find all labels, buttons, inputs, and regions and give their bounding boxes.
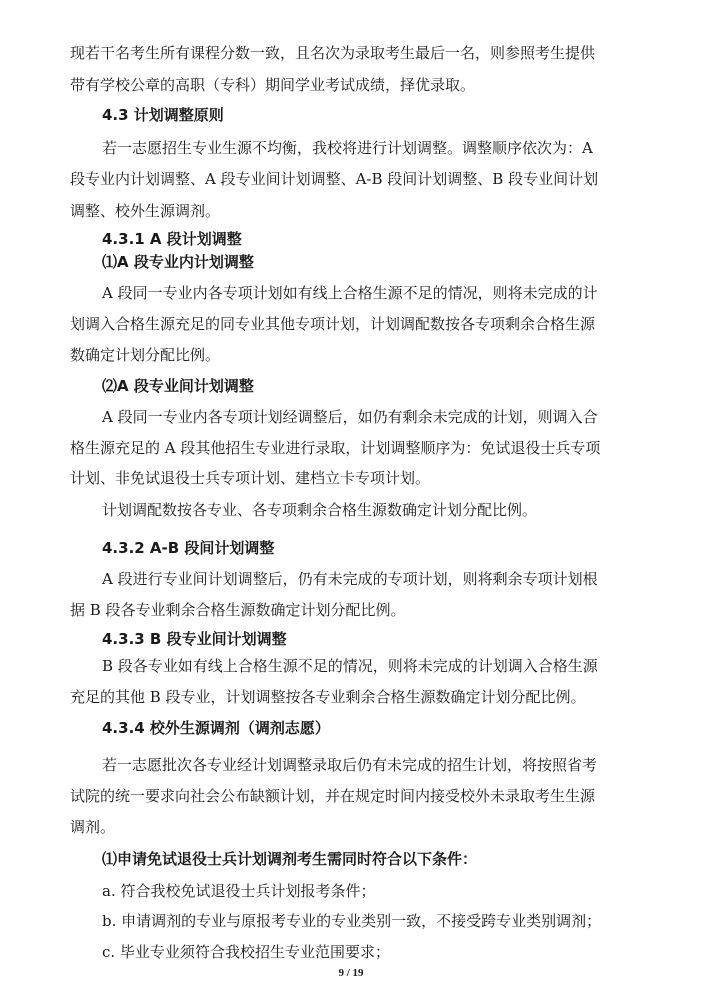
list-item: b. 申请调剂的专业与原报考专业的专业类别一致，不接受跨专业类别调剂；	[102, 912, 602, 930]
paragraph-line: A 段同一专业内各专项计划如有线上合格生源不足的情况，则将未完成的计	[102, 284, 598, 302]
paragraph-line: A 段进行专业间计划调整后，仍有未完成的专项计划，则将剩余专项计划根	[102, 570, 598, 588]
paragraph-line: 调整、校外生源调剂。	[70, 202, 221, 220]
paragraph-line: 格生源充足的 A 段其他招生专业进行录取，计划调整顺序为：免试退役士兵专项	[70, 439, 601, 457]
list-item: c. 毕业专业须符合我校招生专业范围要求；	[102, 943, 390, 961]
section-heading-4-3-3: 4.3.3 B 段专业间计划调整	[102, 630, 287, 648]
subheading-veteran-conditions: ⑴申请免试退役士兵计划调剂考生需同时符合以下条件：	[102, 850, 478, 868]
paragraph-line: 带有学校公章的高职（专科）期间学业考试成绩，择优录取。	[70, 76, 476, 94]
paragraph-line: 段专业内计划调整、A 段专业间计划调整、A-B 段间计划调整、B 段专业间计划	[70, 170, 599, 188]
paragraph-line: 数确定计划分配比例。	[70, 346, 221, 364]
paragraph-line: A 段同一专业内各专项计划经调整后，如仍有剩余未完成的计划，则调入合	[102, 408, 598, 426]
section-heading-4-3: 4.3 计划调整原则	[102, 106, 224, 124]
section-heading-4-3-2: 4.3.2 A-B 段间计划调整	[102, 539, 275, 557]
paragraph-line: 现若干名考生所有课程分数一致，且名次为录取考生最后一名，则参照考生提供	[70, 44, 596, 62]
section-heading-4-3-1: 4.3.1 A 段计划调整	[102, 230, 242, 248]
paragraph-line: 划调入合格生源充足的同专业其他专项计划，计划调配数按各专项剩余合格生源	[70, 315, 596, 333]
subheading-a-intra: ⑴A 段专业内计划调整	[102, 253, 254, 271]
list-item: a. 符合我校免试退役士兵计划报考条件；	[102, 882, 376, 900]
paragraph-line: 若一志愿招生专业生源不均衡，我校将进行计划调整。调整顺序依次为：A	[102, 139, 593, 157]
subheading-a-inter: ⑵A 段专业间计划调整	[102, 377, 254, 395]
paragraph-line: 计划调配数按各专业、各专项剩余合格生源数确定计划分配比例。	[102, 501, 538, 519]
page-number: 9 / 19	[338, 967, 364, 979]
paragraph-line: 调剂。	[70, 818, 116, 836]
section-heading-4-3-4: 4.3.4 校外生源调剂（调剂志愿）	[102, 719, 330, 737]
paragraph-line: 充足的其他 B 段专业，计划调整按各专业剩余合格生源数确定计划分配比例。	[70, 688, 586, 706]
paragraph-line: 据 B 段各专业剩余合格生源数确定计划分配比例。	[70, 601, 406, 619]
paragraph-line: 试院的统一要求向社会公布缺额计划，并在规定时间内接受校外未录取考生生源	[70, 787, 596, 805]
paragraph-line: 计划、非免试退役士兵专项计划、建档立卡专项计划。	[70, 469, 431, 487]
paragraph-line: 若一志愿批次各专业经计划调整录取后仍有未完成的招生计划，将按照省考	[102, 756, 598, 774]
paragraph-line: B 段各专业如有线上合格生源不足的情况，则将未完成的计划调入合格生源	[102, 657, 598, 675]
